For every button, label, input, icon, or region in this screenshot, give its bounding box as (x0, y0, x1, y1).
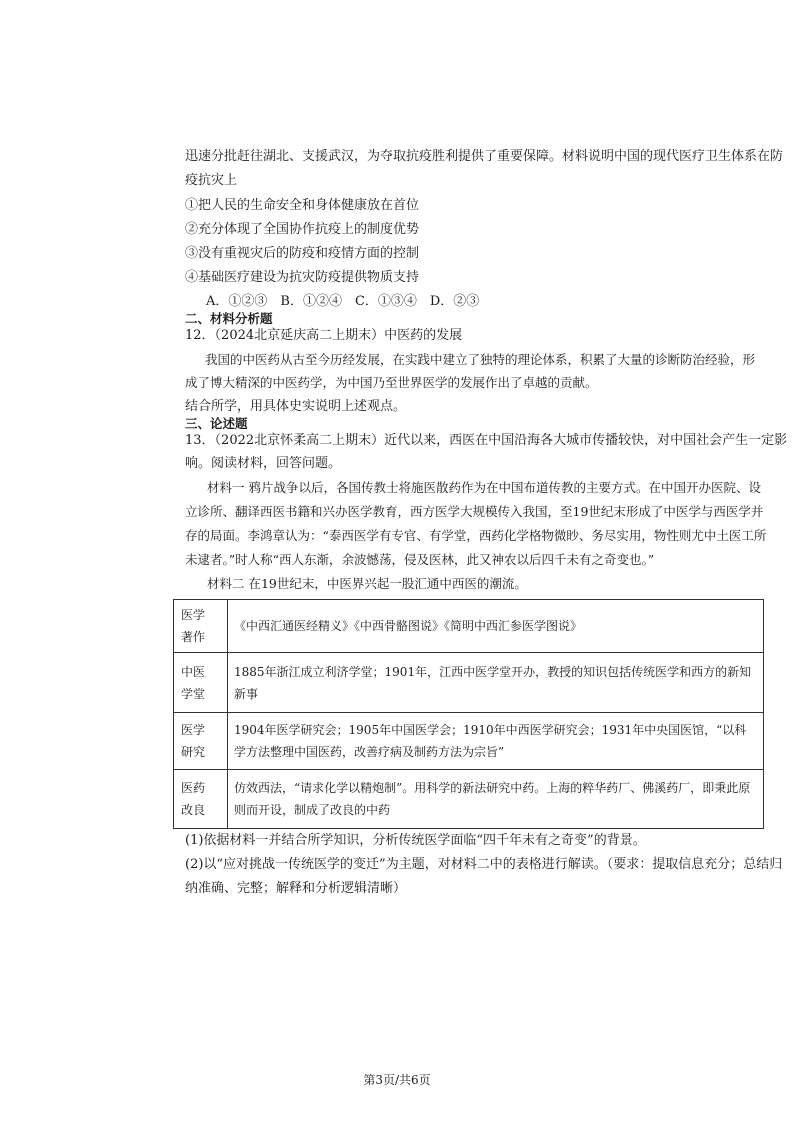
q12-task: 结合所学，用具体史实说明上述观点。 (185, 399, 407, 414)
q12-material-line-1: 我国的中医药从古至今历经发展，在实践中建立了独特的理论体系，积累了大量的诊断防治经验，形 (205, 352, 756, 367)
table-category: 医学 研究 (174, 713, 228, 770)
option-3: ③没有重视灾后的防疫和疫情方面的控制 (185, 246, 420, 261)
table-content: 仿效西法，“请求化学以精炮制”。用科学的新法研究中药。上海的粹华药厂、佛溪药厂，即秉此原则而开设，制成了改良的中药 (228, 770, 764, 829)
section-2-title: 二、材料分析题 (185, 311, 273, 326)
material2-title: 材料二 在19世纪末，中医界兴起一股汇通中西医的潮流。 (207, 576, 527, 591)
medicine-table (173, 599, 764, 829)
material1-line-2: 立诊所、翻译西医书籍和兴办医学教育，西方医学大规模传入我国，至19世纪末形成了中医学与西医学并 (185, 504, 764, 519)
option-1: ①把人民的生命安全和身体健康放在首位 (185, 198, 420, 213)
table-row (174, 713, 764, 770)
option-4: ④基础医疗建设为抗灾防疫提供物质支持 (185, 270, 420, 285)
table-content: 《中西汇通医经精义》《中西骨骼图说》《简明中西汇参医学图说》 (228, 600, 764, 653)
q13-stem-line-2: 响。阅读材料，回答问题。 (185, 456, 342, 471)
question-2-line-2: 纳准确、完整；解释和分析逻辑清晰） (185, 881, 407, 896)
material1-line-3: 存的局面。李鸿章认为：“泰西医学有专官、有学堂，西药化学格物微眇、务尽实用，物性则尤中土医工所 (185, 528, 767, 543)
table-row (174, 770, 764, 829)
section-3-title: 三、论述题 (185, 416, 248, 431)
option-2: ②充分体现了全国协作抗疫上的制度优势 (185, 222, 420, 237)
q12-stem: 12．（2024北京延庆高二上期末）中医药的发展 (185, 328, 463, 343)
question-1: (1)依据材料一并结合所学知识，分析传统医学面临“四千年未有之奇变”的背景。 (185, 833, 646, 848)
page-number: 第3页/共6页 (363, 1073, 431, 1087)
table-content: 1904年医学研究会；1905年中国医学会；1910年中西医学研究会；1931年中央国医馆，“以科学方法整理中国医药，改善疗病及制药方法为宗旨” (228, 713, 764, 770)
table-row (174, 653, 764, 713)
question-2-line-1: (2)以“应对挑战一传统医学的变迁”为主题，对材料二中的表格进行解读。（要求：提取信息充分；总结归 (185, 857, 783, 872)
q12-material-line-2: 成了博大精深的中医药学，为中国乃至世界医学的发展作出了卓越的贡献。 (185, 375, 598, 390)
material1-line-4: 未逮者。”时人称“西人东渐，余波憾荡，侵及医林，此又神农以后四千未有之奇变也。” (185, 552, 655, 567)
intro-line-1: 迅速分批赶往湖北、支援武汉，为夺取抗疫胜利提供了重要保障。材料说明中国的现代医疗卫生体系在防 (185, 149, 784, 164)
table-category: 医药 改良 (174, 770, 228, 829)
table-category: 医学 著作 (174, 600, 228, 653)
table-category: 中医 学堂 (174, 653, 228, 713)
answer-choices: A．①②③ B．①②④ C．①③④ D．②③ (206, 294, 480, 309)
intro-line-2: 疫抗灾上 (185, 173, 238, 188)
table-row (174, 600, 764, 653)
material1-line-1: 材料一 鸦片战争以后，各国传教士将施医散药作为在中国布道传教的主要方式。在中国开办医院、设 (207, 480, 761, 495)
q13-stem-line-1: 13．（2022北京怀柔高二上期末）近代以来，西医在中国沿海各大城市传播较快，对中国社会产生一定影 (185, 433, 788, 448)
table-content: 1885年浙江成立利济学堂；1901年，江西中医学堂开办，教授的知识包括传统医学和西方的新知新事 (228, 653, 764, 713)
